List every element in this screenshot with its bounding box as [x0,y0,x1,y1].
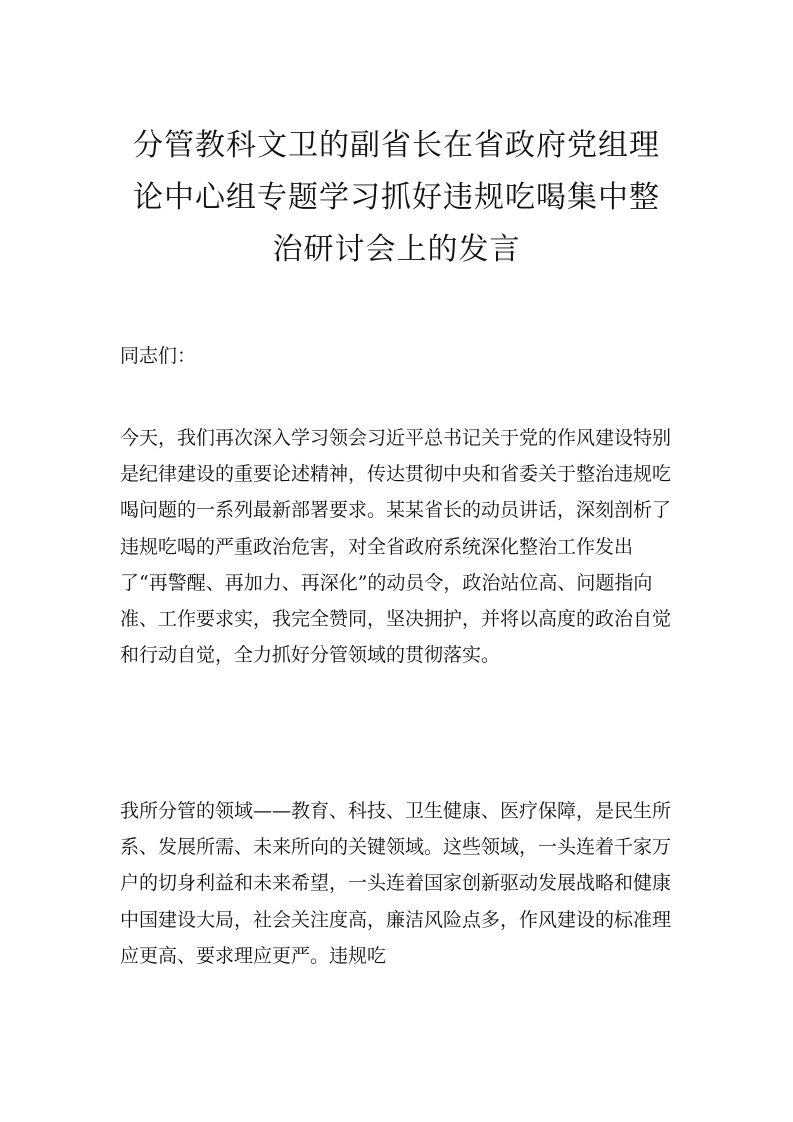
greeting: 同志们： [120,345,197,367]
paragraph-2: 我所分管的领域——教育、科技、卫生健康、医疗保障，是民生所系、发展所需、未来所向的关键领域。这些领域，一头连着千家万户的切身利益和未来希望，一头连着国家创新驱动发展战略和健康中国建设大局，社会关注度高，廉洁风险点多，作风建设的标准理应更高、要求理应更严。违规吃 [120,800,672,967]
document-title: 分管教科文卫的副省长在省政府党组理论中心组专题学习抓好违规吃喝集中整治研讨会上的发言 [133,128,660,267]
paragraph-1: 今天，我们再次深入学习领会习近平总书记关于党的作风建设特别是纪律建设的重要论述精神，传达贯彻中央和省委关于整治违规吃喝问题的一系列最新部署要求。某某省长的动员讲话，深刻剖析了违规吃喝的严重政治危害，对全省政府系统深化整治工作发出了“再警醒、再加力、再深化”的动员令，政治站位高、问题指向准、工作要求实，我完全赞同，坚决拥护，并将以高度的政治自觉和行动自觉，全力抓好分管领域的贯彻落实。 [120,427,672,667]
